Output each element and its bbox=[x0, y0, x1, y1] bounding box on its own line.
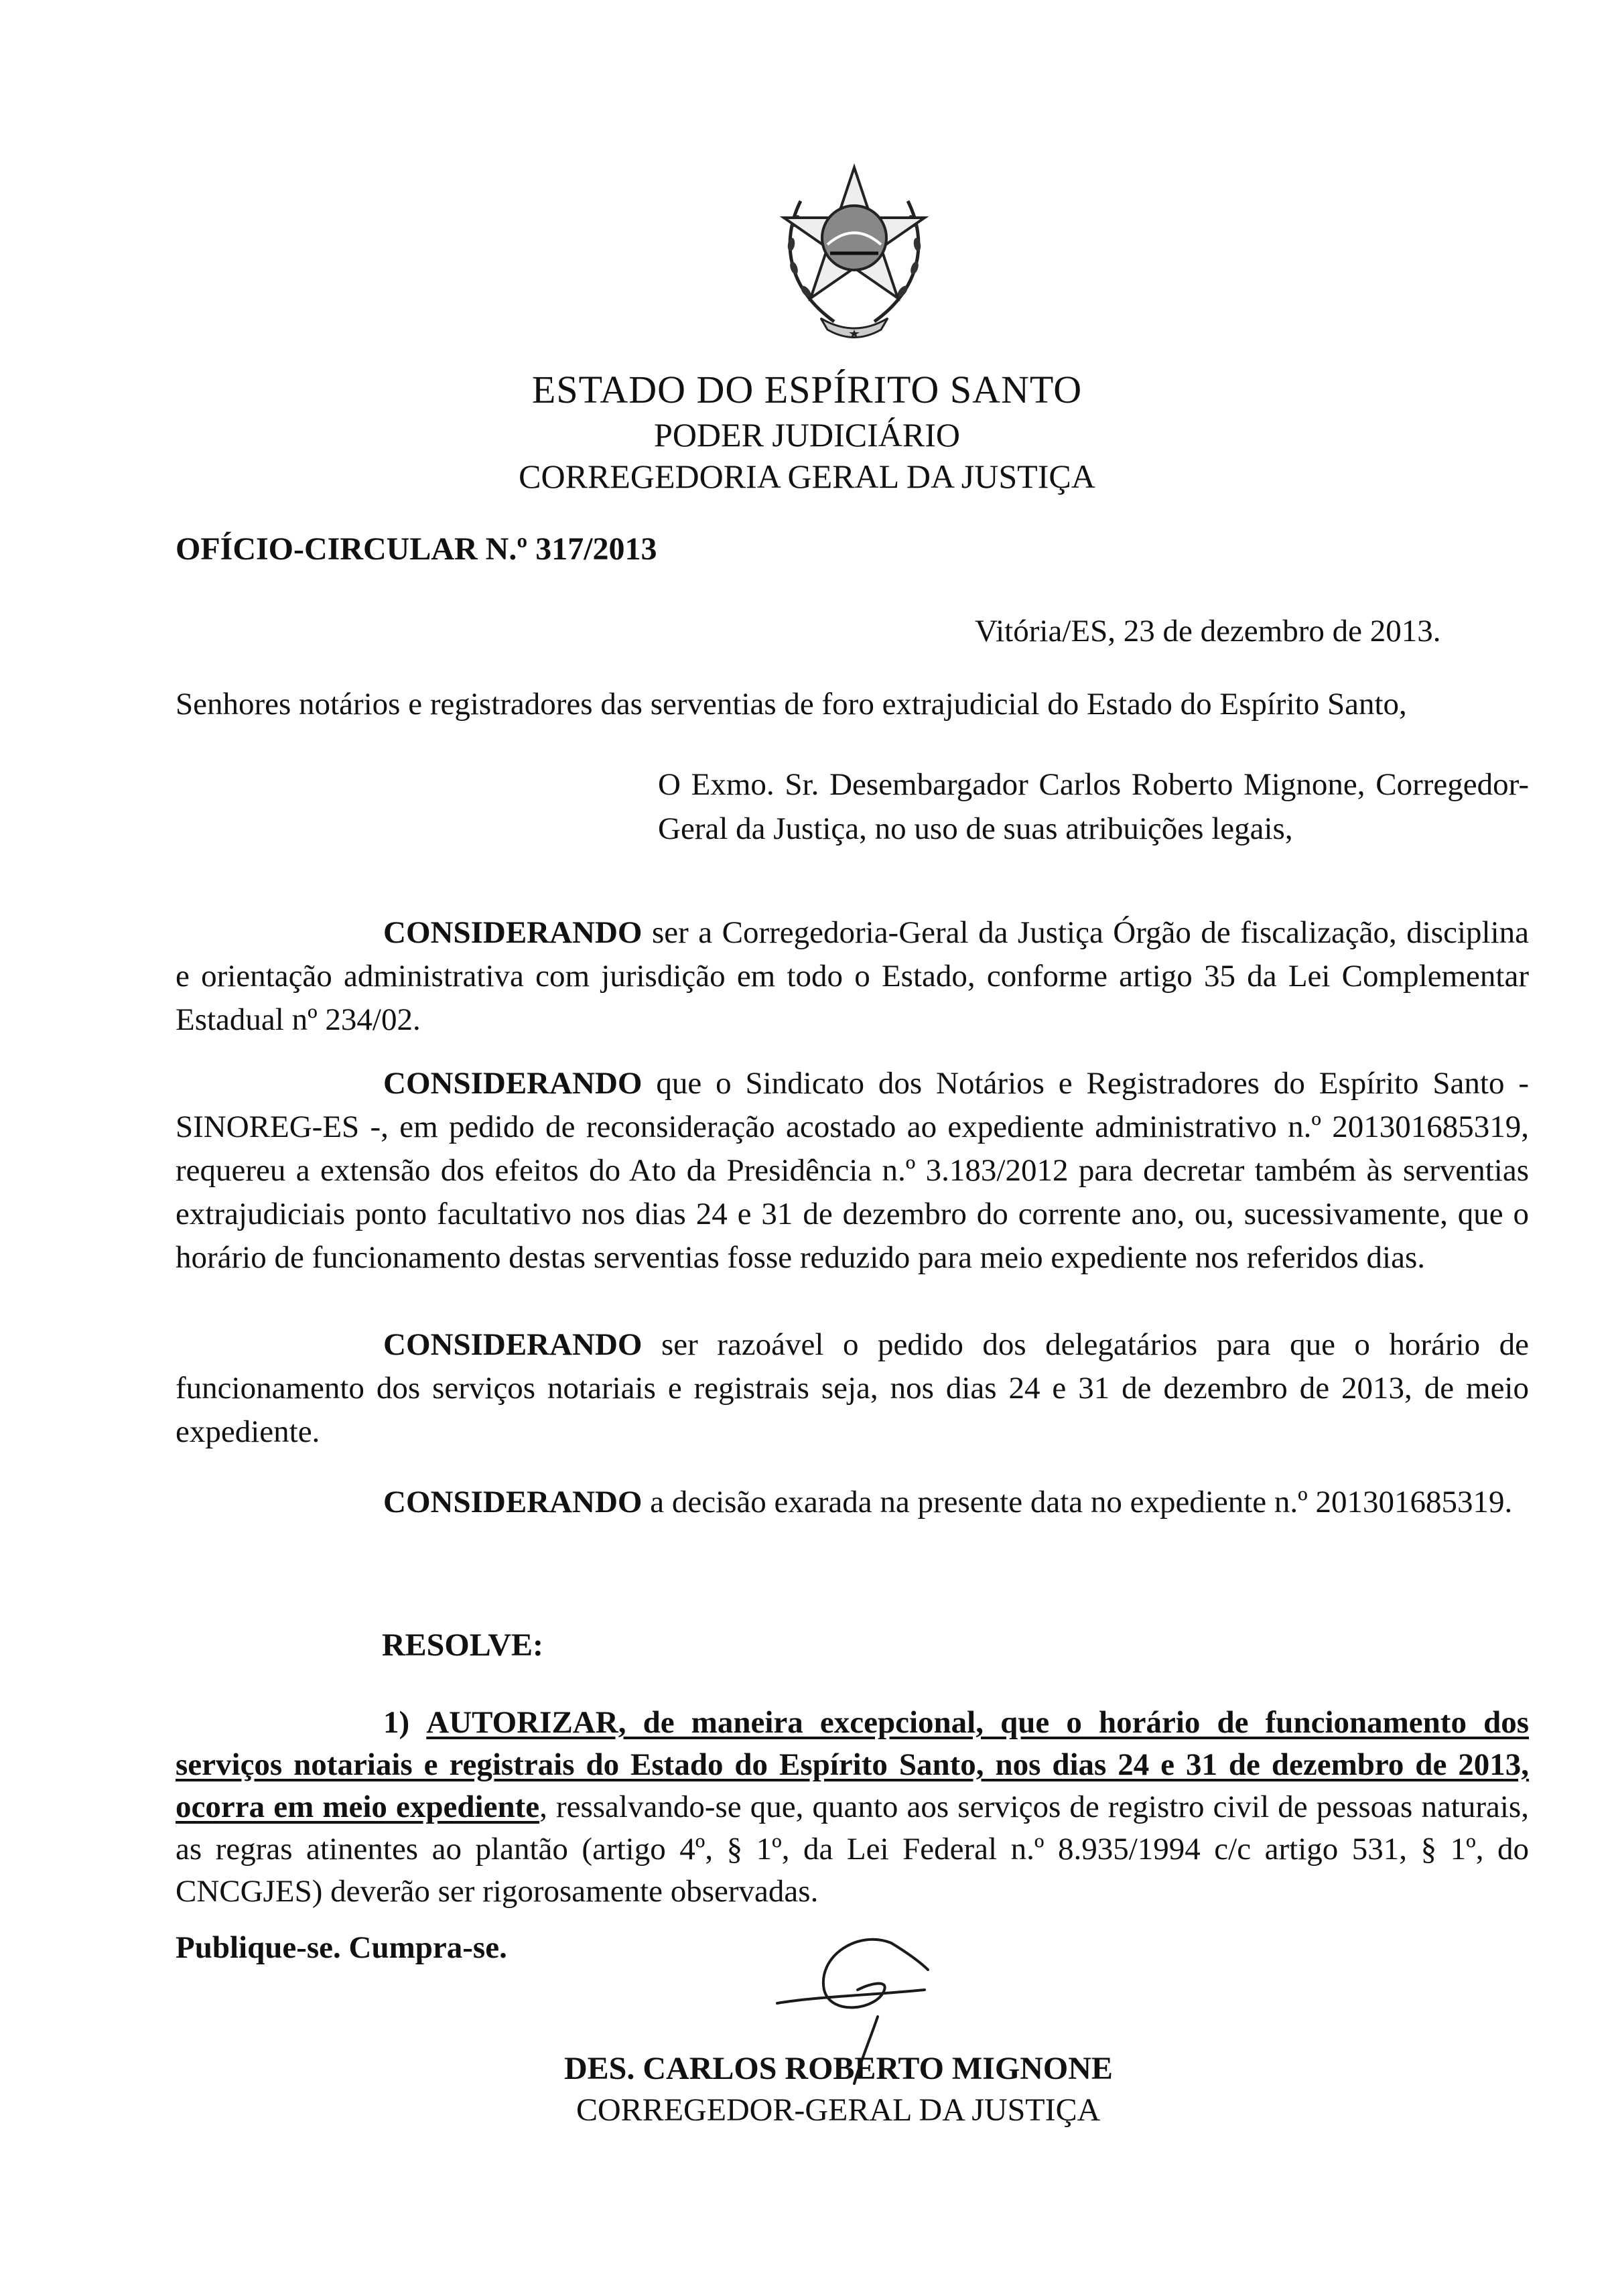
consideration-3 bbox=[176, 1323, 1529, 1454]
header-branch: PODER JUDICIÁRIO bbox=[654, 416, 960, 454]
considerando-keyword: CONSIDERANDO bbox=[383, 1485, 643, 1520]
considerando-keyword: CONSIDERANDO bbox=[383, 915, 643, 950]
signatory-role: CORREGEDOR-GERAL DA JUSTIÇA bbox=[576, 2092, 1101, 2128]
header-state: ESTADO DO ESPÍRITO SANTO bbox=[531, 368, 1083, 411]
addressee: Senhores notários e registradores das serventias de foro extrajudicial do Estado do Espírito Santo, bbox=[176, 687, 1407, 722]
resolve-heading: RESOLVE: bbox=[382, 1627, 543, 1663]
intro-paragraph: O Exmo. Sr. Desembargador Carlos Roberto Mignone, Corregedor-Geral da Justiça, no uso de suas atribuições legais, bbox=[658, 767, 1529, 846]
consideration-1 bbox=[176, 911, 1529, 1042]
place-date: Vitória/ES, 23 de dezembro de 2013. bbox=[975, 614, 1441, 649]
header-office: CORREGEDORIA GERAL DA JUSTIÇA bbox=[519, 458, 1095, 495]
resolution-emphasis: AUTORIZAR, de maneira excepcional, que o horário de funcionamento dos serviços notariais e registrais do Estado do Espírito Santo, nos dias 24 e 31 de dezembro de 2013, ocorra em meio expediente bbox=[176, 1705, 1529, 1824]
closing-formula: Publique-se. Cumpra-se. bbox=[176, 1930, 507, 1965]
consideration-4 bbox=[176, 1481, 1529, 1524]
document-number: OFÍCIO-CIRCULAR N.º 317/2013 bbox=[176, 531, 657, 567]
considerando-keyword: CONSIDERANDO bbox=[383, 1066, 643, 1101]
coat-of-arms-icon bbox=[760, 154, 948, 355]
consideration-text: ser razoável o pedido dos delegatários para que o horário de funcionamento dos serviços notariais e registrais seja, nos dias 24 e 31 de dezembro de 2013, de meio expediente. bbox=[176, 1327, 1529, 1449]
resolution-number: 1) bbox=[383, 1705, 410, 1740]
signatory-name: DES. CARLOS ROBERTO MIGNONE bbox=[564, 2051, 1113, 2086]
considerando-keyword: CONSIDERANDO bbox=[383, 1327, 643, 1362]
consideration-text: ser a Corregedoria-Geral da Justiça Órgão de fiscalização, disciplina e orientação administrativa com jurisdição em todo o Estado, conforme artigo 35 da Lei Complementar Estadual nº 234/02. bbox=[176, 915, 1529, 1037]
resolution-item bbox=[176, 1702, 1529, 1913]
consideration-text: a decisão exarada na presente data no expediente n.º 201301685319. bbox=[650, 1485, 1513, 1520]
consideration-2 bbox=[176, 1062, 1529, 1280]
consideration-text: que o Sindicato dos Notários e Registradores do Espírito Santo - SINOREG-ES -, em pedido de reconsideração acostado ao expediente administrativo n.º 201301685319, requereu a extensão dos efeitos do Ato da Presidência n.º 3.183/2012 para decretar também às serventias extrajudiciais ponto facultativo nos dias 24 e 31 de dezembro do corrente ano, ou, sucessivamente, que o horário de funcionamento destas serventias fosse reduzido para meio expediente nos referidos dias. bbox=[176, 1066, 1529, 1275]
resolution-rest: , ressalvando-se que, quanto aos serviços de registro civil de pessoas naturais, as regras atinentes ao plantão (artigo 4º, § 1º, da Lei Federal n.º 8.935/1994 c/c artigo 531, § 1º, do CNCGJES) deverão ser rigorosamente observadas. bbox=[176, 1789, 1529, 1909]
